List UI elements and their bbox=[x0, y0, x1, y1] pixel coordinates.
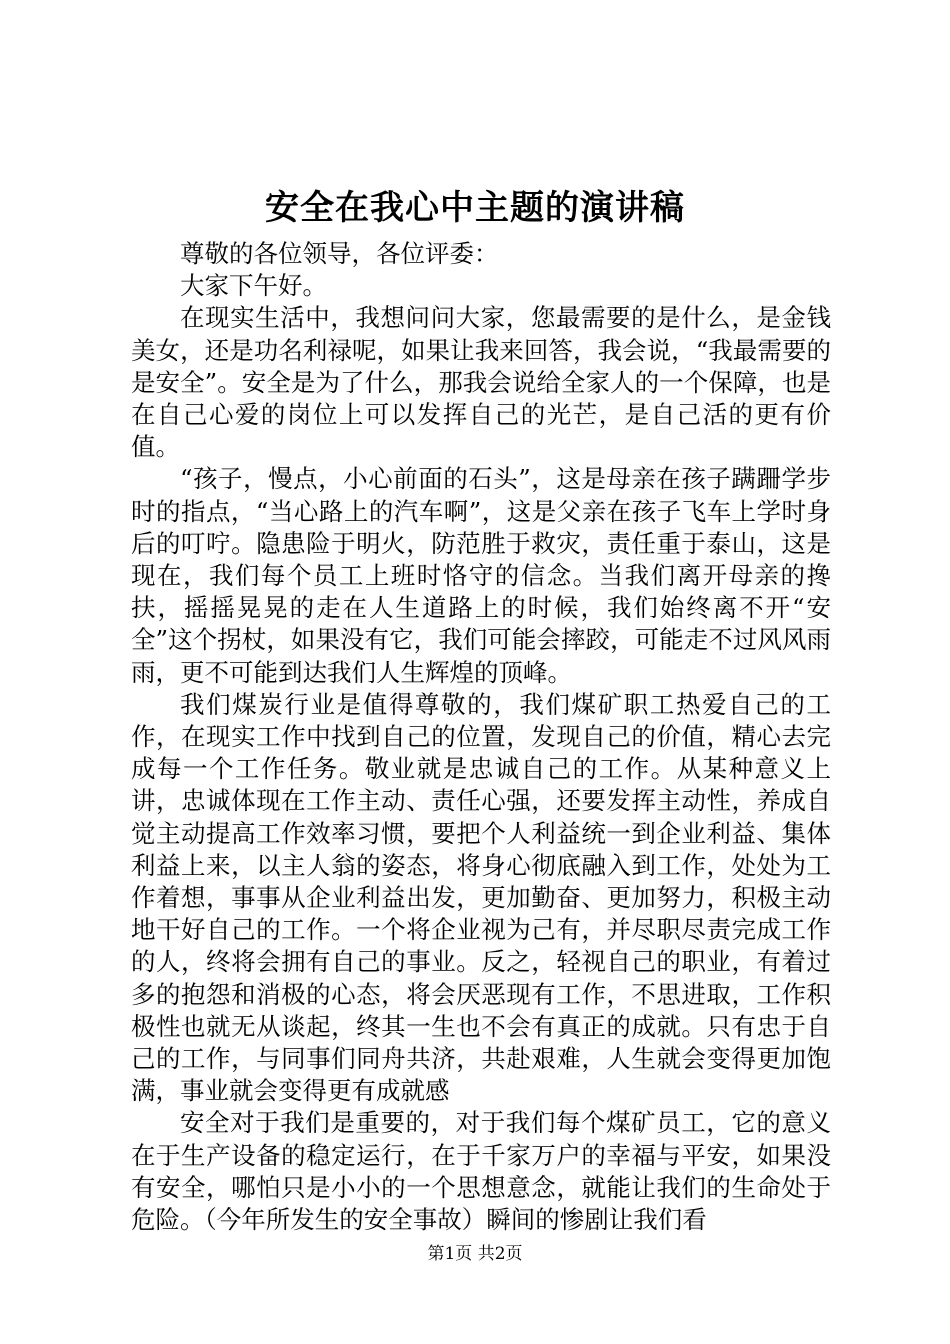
greeting-paragraph: 大家下午好。 bbox=[180, 271, 327, 301]
body-paragraph: 安全对于我们是重要的，对于我们每个煤矿员工，它的意义在于生产设备的稳定运行，在于千家万户的幸福与平安，如果没有安全，哪怕只是小小的一个思想意念，就能让我们的生命处于危险。（今年所发生的安全事故）瞬间的惨剧让我们看 bbox=[131, 1108, 831, 1235]
body-paragraph: 在现实生活中，我想问问大家，您最需要的是什么，是金钱美女，还是功名利禄呢，如果让我来回答，我会说，“我最需要的是安全”。安全是为了什么，那我会说给全家人的一个保障，也是在自己心爱的岗位上可以发挥自己的光芒，是自己活的更有价值。 bbox=[131, 303, 831, 462]
body-paragraph: “孩子，慢点，小心前面的石头”，这是母亲在孩子蹒跚学步时的指点，“当心路上的汽车啊”，这是父亲在孩子飞车上学时身后的叮咛。隐患险于明火，防范胜于救灾，责任重于泰山，这是现在，我们每个员工上班时恪守的信念。当我们离开母亲的搀扶，摇摇晃晃的走在人生道路上的时候，我们始终离不开“安全”这个拐杖，如果没有它，我们可能会摔跤，可能走不过风风雨雨，更不可能到达我们人生辉煌的顶峰。 bbox=[131, 464, 831, 687]
document-title: 安全在我心中主题的演讲稿 bbox=[265, 188, 685, 228]
salutation-paragraph: 尊敬的各位领导，各位评委： bbox=[180, 239, 499, 268]
page-footer: 第1页 共2页 bbox=[427, 1244, 523, 1264]
body-paragraph: 我们煤炭行业是值得尊敬的，我们煤矿职工热爱自己的工作，在现实工作中找到自己的位置，发现自己的价值，精心去完成每一个工作任务。敬业就是忠诚自己的工作。从某种意义上讲，忠诚体现在工作主动、责任心强，还要发挥主动性，养成自觉主动提高工作效率习惯，要把个人利益统一到企业利益、集体利益上来，以主人翁的姿态，将身心彻底融入到工作，处处为工作着想，事事从企业利益出发，更加勤奋、更加努力，积极主动地干好自己的工作。一个将企业视为己有，并尽职尽责完成工作的人，终将会拥有自己的事业。反之，轻视自己的职业，有着过多的抱怨和消极的心态，将会厌恶现有工作，不思进取，工作积极性也就无从谈起，终其一生也不会有真正的成就。只有忠于自己的工作，与同事们同舟共济，共赴艰难，人生就会变得更加饱满，事业就会变得更有成就感 bbox=[131, 689, 831, 1106]
document-body bbox=[131, 238, 831, 1236]
